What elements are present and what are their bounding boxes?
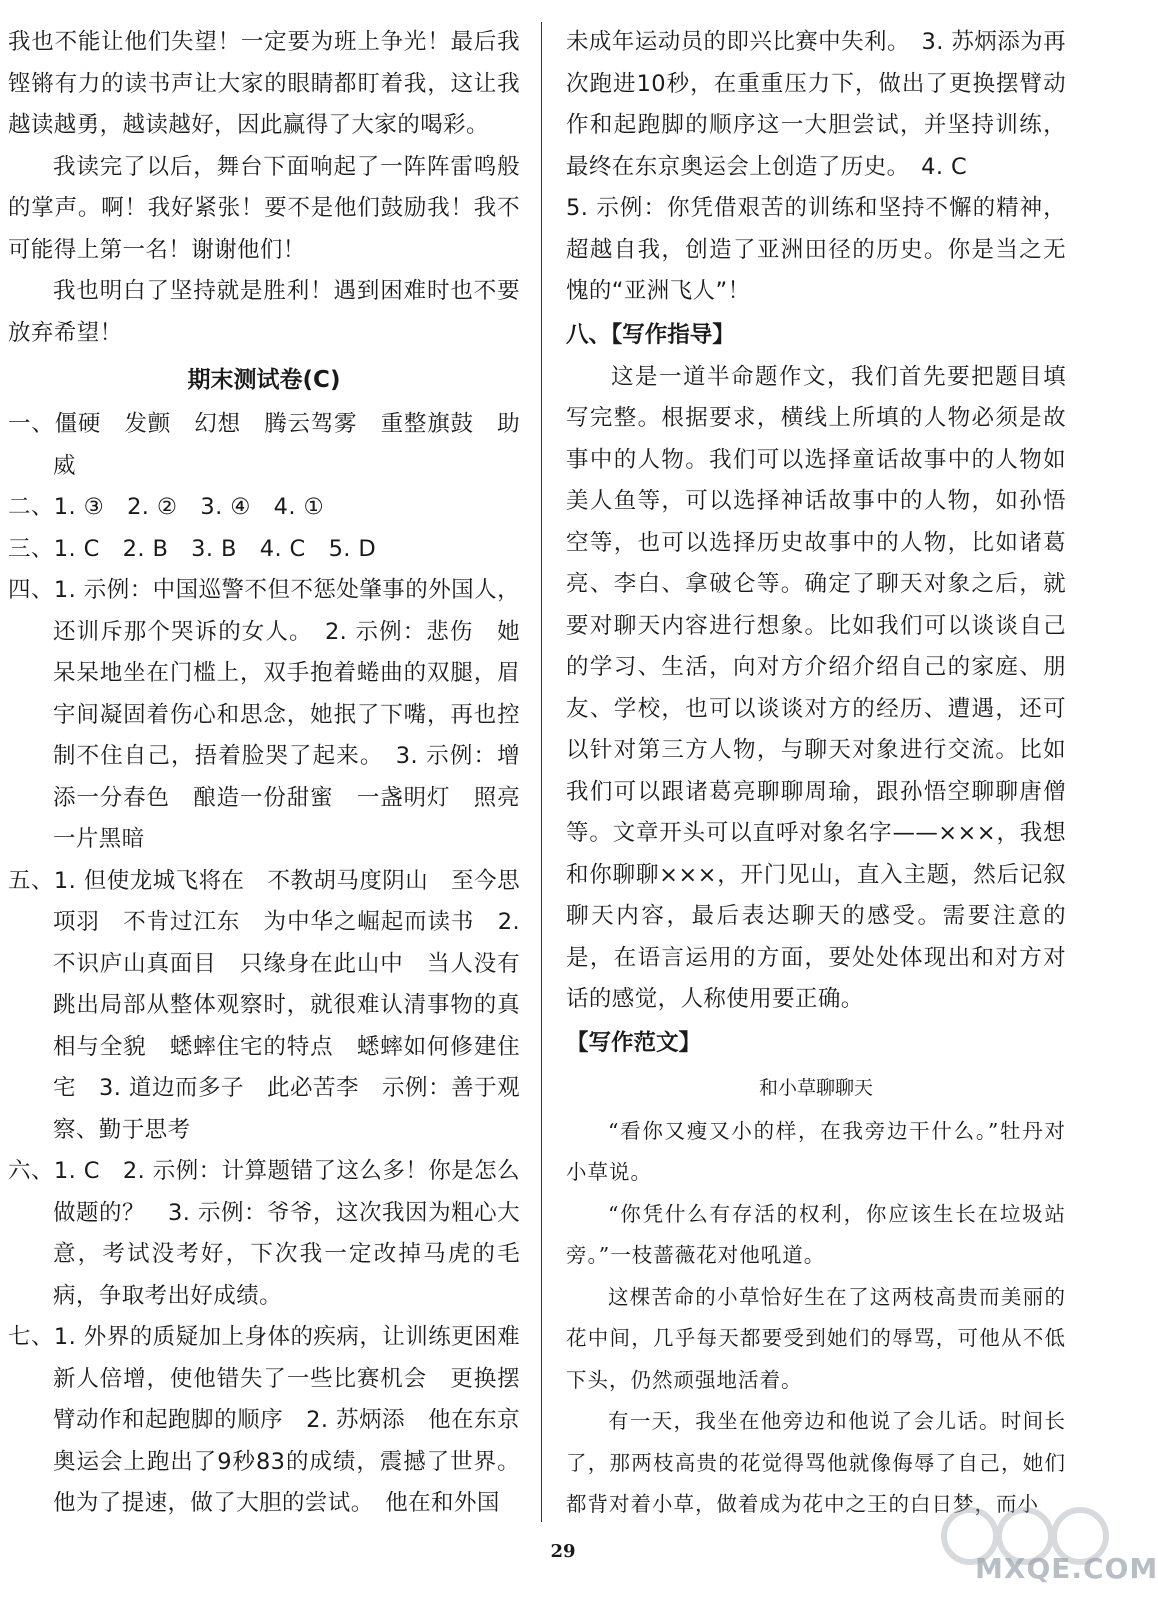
left-column bbox=[8, 22, 543, 1525]
page-number: 29 bbox=[550, 1541, 576, 1562]
essay-title: 和小草聊聊天 bbox=[758, 1076, 873, 1099]
answer-7-continuation: 未成年运动员的即兴比赛中失利。 3. 苏炳添为再次跑进10秒，在重重压力下，做出了更换摆臂动作和起跑脚的顺序这一大胆尝试，并坚持训练，最终在东京奥运会上创造了历史。 4. C bbox=[566, 29, 1066, 180]
section-title: 期末测试卷(C) bbox=[187, 367, 341, 393]
watermark-text: MXQE.COM bbox=[975, 1552, 1158, 1585]
answer-3: 三、1. C 2. B 3. B 4. C 5. D bbox=[8, 535, 377, 562]
writing-guide-heading: 八、【写作指导】 bbox=[566, 321, 735, 348]
essay-paragraph-3: 这棵苦命的小草恰好生在了这两枝高贵而美丽的花中间，几乎每天都要受到她们的辱骂，可他从不低下头，仍然顽强地活着。 bbox=[566, 1284, 1066, 1392]
answer-2: 二、1. ③ 2. ② 3. ④ 4. ① bbox=[8, 494, 325, 520]
sample-essay-heading: 【写作范文】 bbox=[566, 1029, 702, 1056]
answer-7-item-5: 5. 示例：你凭借艰苦的训练和坚持不懈的精神，超越自我，创造了亚洲田径的历史。你是当之无愧的“亚洲飞人”！ bbox=[566, 195, 1066, 304]
answer-7: 七、1. 外界的质疑加上身体的疾病，让训练更困难 新人倍增，使他错失了一些比赛机会 更换摆臂动作和起跑脚的顺序 2. 苏炳添 他在东京奥运会上跑出了9秒83的成绩，震撼了世界。他为了提速，做了大胆的尝试。 他在和外国 bbox=[8, 1324, 543, 1516]
writing-guide-text: 这是一道半命题作文，我们首先要把题目填写完整。根据要求，横线上所填的人物必须是故事中的人物。我们可以选择童话故事中的人物如美人鱼等，可以选择神话故事中的人物，如孙悟空等，也可以选择历史故事中的人物，比如诸葛亮、李白、拿破仑等。确定了聊天对象之后，就要对聊天内容进行想象。比如我们可以谈谈自己的学习、生活，向对方介绍介绍自己的家庭、朋友、学校，也可以谈谈对方的经历、遭遇，还可以针对第三方人物，与聊天对象进行交流。比如我们可以跟诸葛亮聊聊周瑜，跟孙悟空聊聊唐僧等。文章开头可以直呼对象名字——×××，我想和你聊聊×××，开门见山，直入主题，然后记叙聊天内容，最后表达聊天的感受。需要注意的是，在语言运用的方面，要处处体现出和对方对话的感觉，人称使用要正确。 bbox=[566, 363, 1066, 1012]
answer-5: 五、1. 但使龙城飞将在 不教胡马度阴山 至今思项羽 不肯过江东 为中华之崛起而读书 2. 不识庐山真面目 只缘身在此山中 当人没有跳出局部从整体观察时，就很难认清事物的真相与全貌 蟋蟀住宅的特点 蟋蟀如何修建住宅 3. 道边而多子 此必苦李 示例：善于观察、勤于思考 bbox=[8, 867, 520, 1143]
essay-paragraph-4: 有一天，我坐在他旁边和他说了会儿话。时间长了，那两枝高贵的花觉得骂他就像侮辱了自己，她们都背对着小草，做着成为花中之王的白日梦，而小 bbox=[566, 1409, 1066, 1516]
answer-6: 六、1. C 2. 示例：计算题错了这么多！你是怎么做题的？ 3. 示例：爷爷，这次我因为粗心大意，考试没考好，下次我一定改掉马虎的毛病，争取考出好成绩。 bbox=[8, 1158, 520, 1309]
intro-paragraph-3: 我也明白了坚持就是胜利！遇到困难时也不要放弃希望！ bbox=[8, 278, 520, 346]
essay-paragraph-1: “看你又瘦又小的样，在我旁边干什么。”牡丹对小草说。 bbox=[566, 1118, 1066, 1184]
column-divider bbox=[541, 22, 542, 1522]
answer-4: 四、1. 示例：中国巡警不但不惩处肇事的外国人，还训斥那个哭诉的女人。 2. 示例：悲伤 她呆呆地坐在门槛上，双手抱着蜷曲的双腿，眉宇间凝固着伤心和思念，她抿了下嘴，再也控制不住自己，捂着脸哭了起来。 3. 示例：增添一分春色 酿造一份甜蜜 一盏明灯 照亮一片黑暗 bbox=[8, 577, 520, 852]
intro-paragraph-2: 我读完了以后，舞台下面响起了一阵阵雷鸣般的掌声。啊！我好紧张！要不是他们鼓励我！我不可能得上第一名！谢谢他们！ bbox=[8, 153, 520, 263]
answer-1: 一、僵硬 发颤 幻想 腾云驾雾 重整旗鼓 助威 bbox=[8, 411, 520, 479]
essay-paragraph-2: “你凭什么有存活的权利，你应该生长在垃圾站旁。”一枝蔷薇花对他吼道。 bbox=[566, 1201, 1066, 1267]
right-column bbox=[566, 22, 1066, 1526]
intro-paragraph-1: 我也不能让他们失望！一定要为班上争光！最后我铿锵有力的读书声让大家的眼睛都盯着我，这让我越读越勇，越读越好，因此赢得了大家的喝彩。 bbox=[8, 29, 520, 138]
